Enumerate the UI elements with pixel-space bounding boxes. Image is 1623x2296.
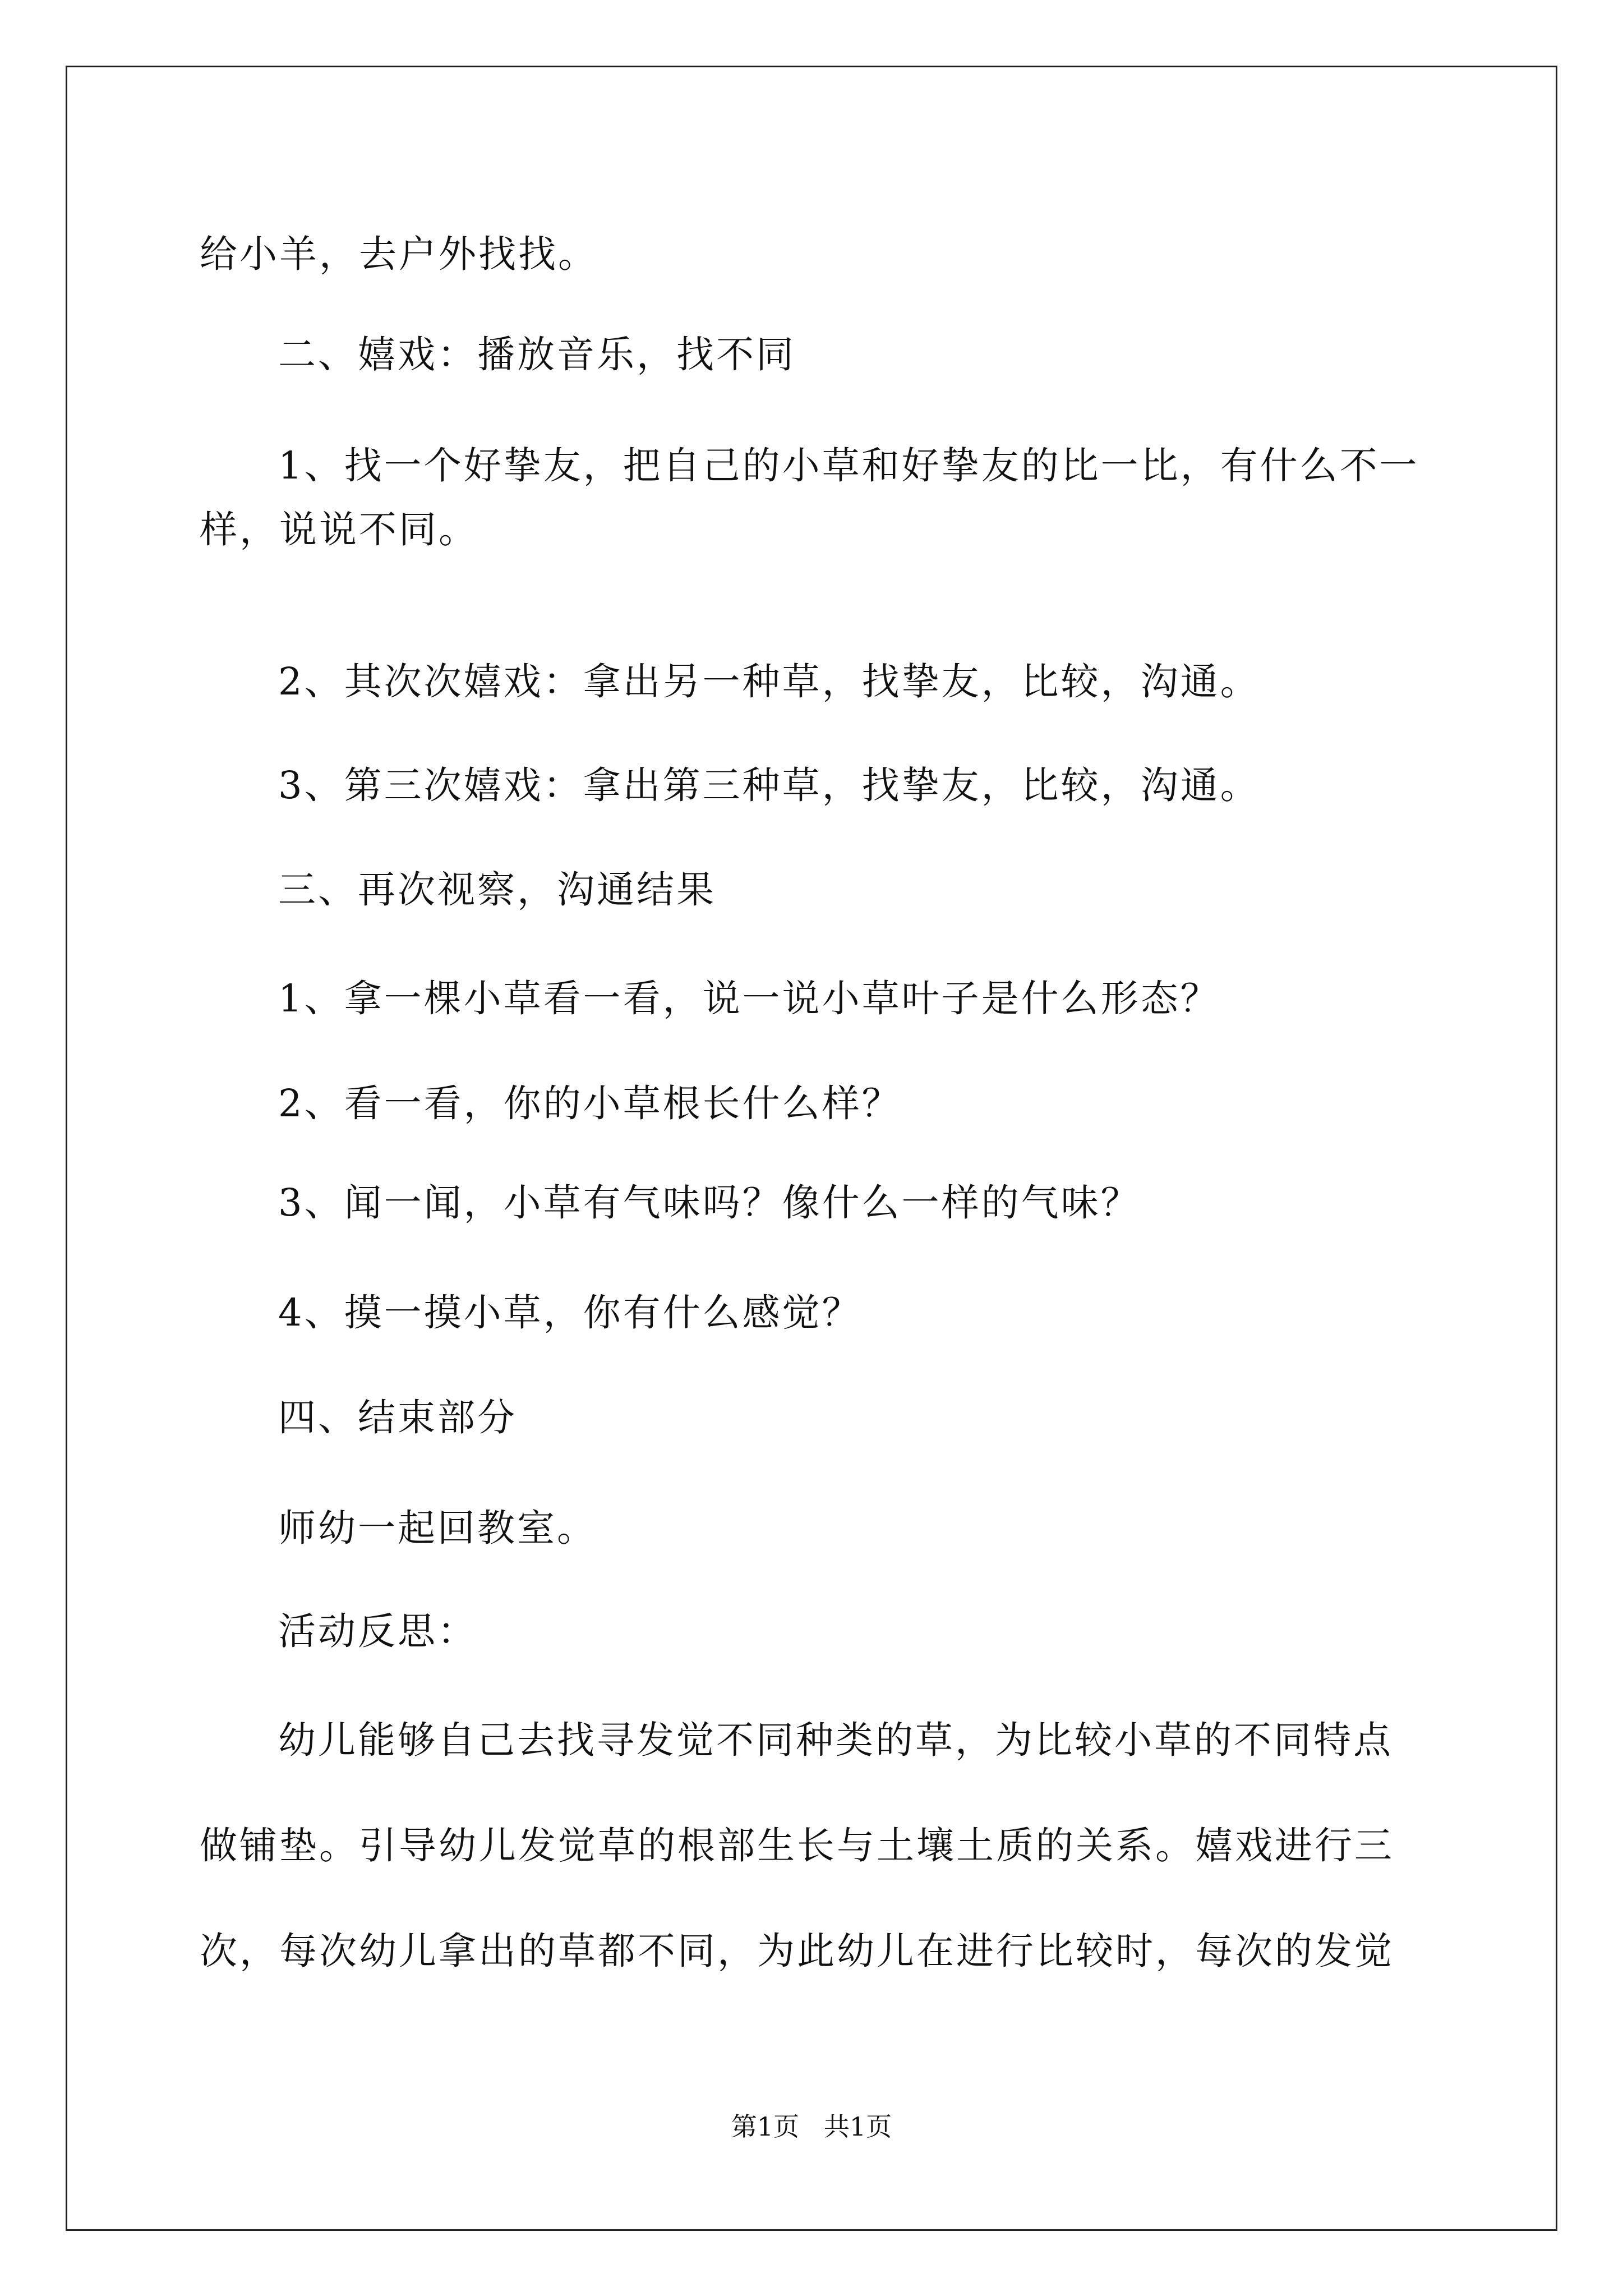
text-line: 4、摸一摸小草，你有什么感觉？ [278, 1291, 862, 1335]
page-frame [66, 66, 1557, 2231]
section-heading: 三、再次视察，沟通结果 [278, 868, 716, 912]
section-heading: 四、结束部分 [278, 1396, 517, 1439]
page-footer: 第1页 共1页 [731, 2111, 892, 2142]
text-line: 幼儿能够自己去找寻发觉不同种类的草，为比较小草的不同特点 [278, 1718, 1393, 1762]
text-line: 师幼一起回教室。 [278, 1506, 597, 1550]
text-line: 3、第三次嬉戏：拿出第三种草，找挚友，比较，沟通。 [278, 763, 1260, 807]
text-line: 2、看一看，你的小草根长什么样？ [278, 1082, 902, 1125]
text-line: 做铺垫。引导幼儿发觉草的根部生长与土壤土质的关系。嬉戏进行三 [200, 1824, 1394, 1867]
text-line: 次，每次幼儿拿出的草都不同，为此幼儿在进行比较时，每次的发觉 [200, 1929, 1394, 1973]
text-line: 1、拿一棵小草看一看，说一说小草叶子是什么形态？ [278, 977, 1220, 1020]
text-line: 给小羊，去户外找找。 [200, 232, 598, 276]
text-line: 3、闻一闻，小草有气味吗？像什么一样的气味？ [278, 1181, 1141, 1225]
text-line: 样，说说不同。 [200, 508, 478, 551]
text-line: 1、找一个好挚友，把自己的小草和好挚友的比一比，有什么不一 [278, 444, 1419, 487]
section-heading: 活动反思： [278, 1609, 477, 1653]
text-line: 2、其次次嬉戏：拿出另一种草，找挚友，比较，沟通。 [278, 660, 1260, 703]
section-heading: 二、嬉戏：播放音乐，找不同 [278, 333, 796, 376]
